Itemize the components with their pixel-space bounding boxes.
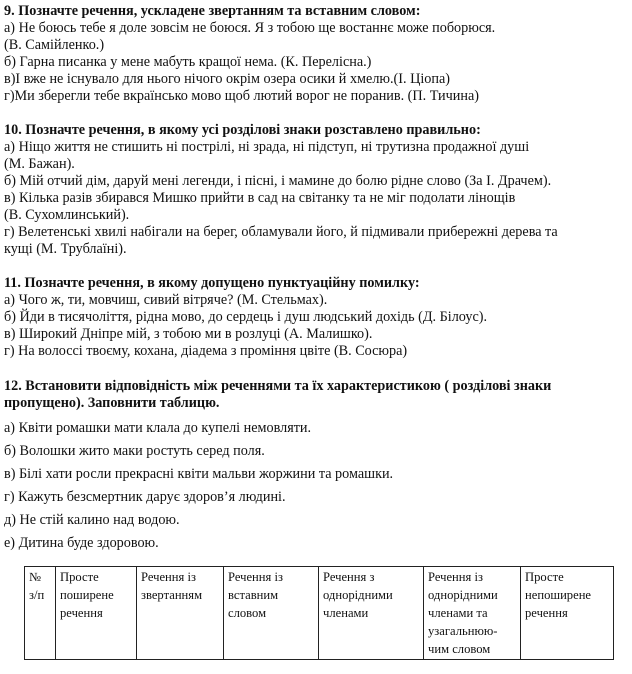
question-10-option: (В. Сухомлинський). [4, 207, 130, 223]
question-12-option: а) Квіти ромашки мати клала до купелі немовляти. [4, 420, 312, 436]
question-11-option: б) Йди в тисячоліття, рідна мово, до сердець і душ людський дохідь (Д. Білоус). [4, 309, 488, 325]
question-11-option: г) На волоссі твоєму, кохана, діадема з проміння цвіте (В. Сосюра) [4, 343, 408, 359]
question-10-option: а) Ніщо життя не стишить ні пострілі, ні зрада, ні підступ, ні трутизна продажної душі [4, 139, 530, 155]
question-10-option: кущі (М. Трублаїні). [4, 241, 127, 257]
question-9-option: г)Ми зберегли тебе вкраїнсько мово щоб лютий ворог не поранив. (П. Тичина) [4, 88, 479, 104]
question-10-option: в) Кілька разів збирався Мишко прийти в сад на світанку та не міг подолати лінощів [4, 190, 516, 206]
table-header-simple-unextended: Просте непоширене речення [521, 567, 614, 660]
question-12-option: г) Кажуть безсмертник дарує здоров’я людині. [4, 489, 286, 505]
question-10-title: 10. Позначте речення, в якому усі розділові знаки розставлено правильно: [4, 122, 481, 138]
question-12-option: б) Волошки жито маки ростуть серед поля. [4, 443, 265, 459]
question-12-option: е) Дитина буде здоровою. [4, 535, 159, 551]
table-header-number: № з/п [25, 567, 56, 660]
question-12-title: пропущено). Заповнити таблицю. [4, 395, 220, 411]
question-11-title: 11. Позначте речення, в якому допущено пунктуаційну помилку: [4, 275, 420, 291]
question-10-option: г) Велетенські хвилі набігали на берег, обламували його, й підмивали прибережні дерева та [4, 224, 558, 240]
question-9-option: б) Гарна писанка у мене мабуть кращої нема. (К. Перелісна.) [4, 54, 372, 70]
question-11-option: в) Широкий Дніпре мій, з тобою ми в розлуці (А. Малишко). [4, 326, 373, 342]
answer-table [24, 566, 614, 660]
question-12-title: 12. Встановити відповідність між реченнями та їх характеристикою ( розділові знаки [4, 378, 552, 394]
table-header-simple-extended: Просте поширене речення [56, 567, 137, 660]
question-11-option: а) Чого ж, ти, мовчиш, сивий вітряче? (М. Стельмах). [4, 292, 328, 308]
table-header-homogeneous: Речення з однорідними членами [319, 567, 424, 660]
question-10-option: б) Мій отчий дім, даруй мені легенди, і пісні, і мамине до болю рідне слово (За І. Драчем). [4, 173, 552, 189]
question-12-option: в) Білі хати росли прекрасні квіти мальви жоржини та ромашки. [4, 466, 394, 482]
table-header-parenthetical: Речення із вставним словом [224, 567, 319, 660]
table-header-address: Речення із звертанням [137, 567, 224, 660]
table-header-homogeneous-generalizing: Речення із однорідними членами та узагальнюю- чим словом [424, 567, 521, 660]
question-12-option: д) Не стій калино над водою. [4, 512, 180, 528]
question-9-option: а) Не боюсь тебе я доле зовсім не боюся. Я з тобою ще востаннє може поборюся. [4, 20, 496, 36]
question-10-option: (М. Бажан). [4, 156, 75, 172]
question-9-title: 9. Позначте речення, ускладене звертанням та вставним словом: [4, 3, 421, 19]
table-header-row [25, 567, 614, 660]
question-9-option: в)І вже не існувало для нього нічого окрім озера осики й хмелю.(І. Ціопа) [4, 71, 450, 87]
question-9-option: (В. Самійленко.) [4, 37, 105, 53]
